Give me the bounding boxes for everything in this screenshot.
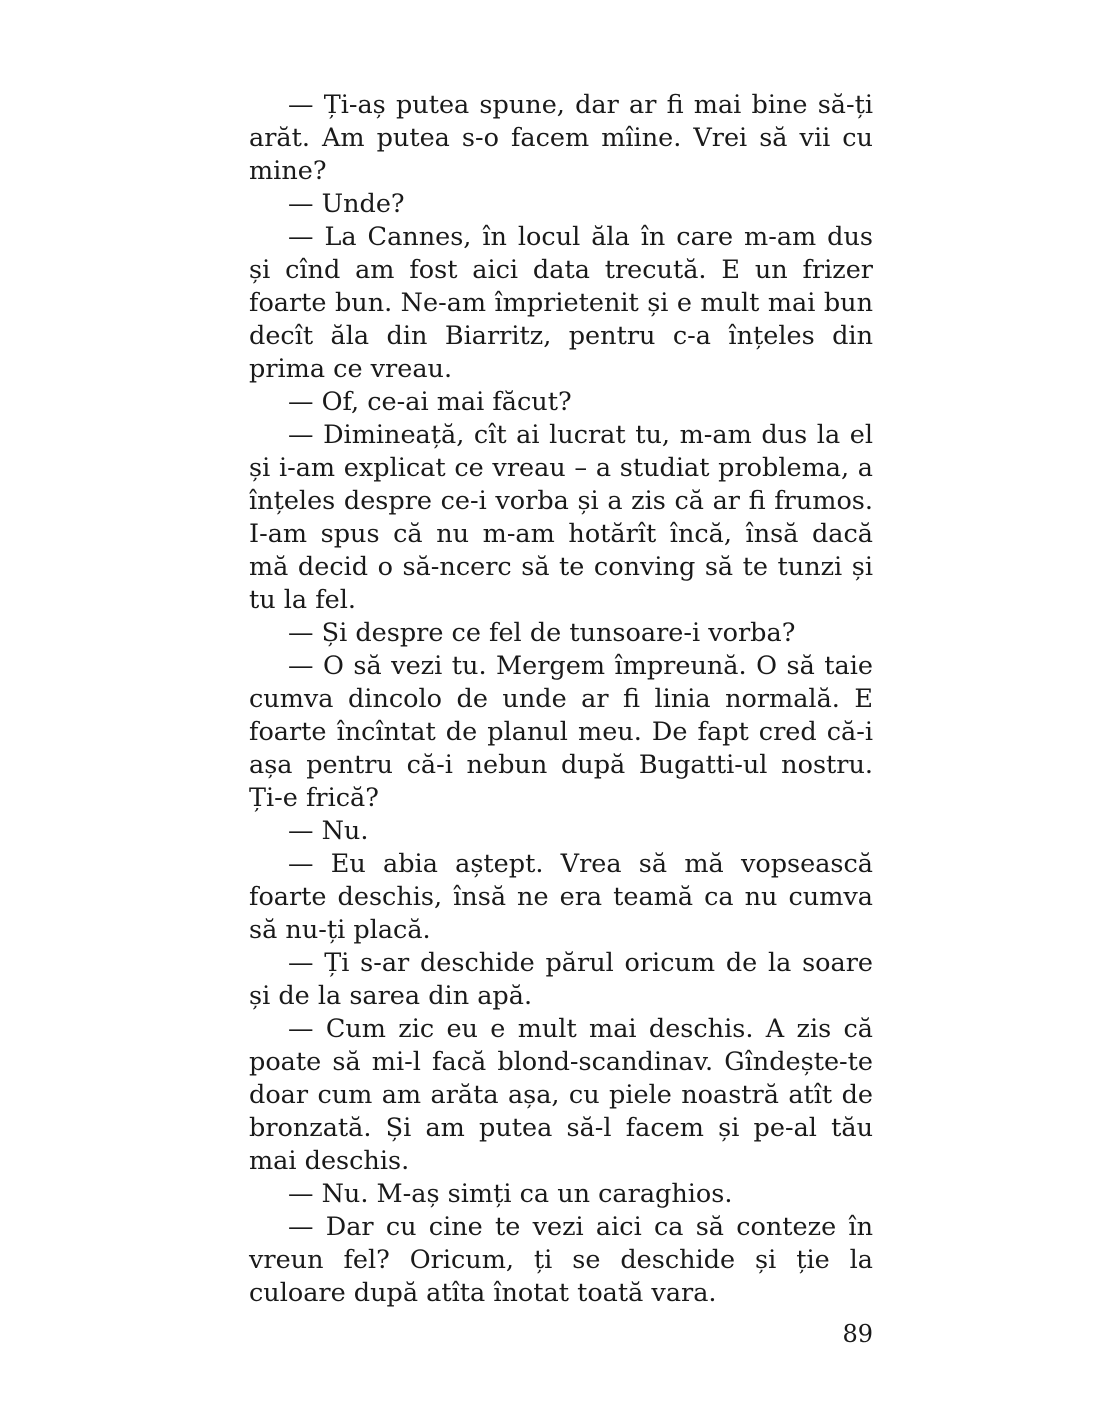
paragraph: — Dimineață, cît ai lucrat tu, m-am dus la el și i-am explicat ce vreau – a studiat problema, a înțeles despre ce-i vorba și a zis că ar fi frumos. I-am spus că nu m-am hotărît încă, însă dacă mă decid o să-ncerc să te conving să te tunzi și tu la fel. xyxy=(249,420,873,615)
paragraph: — Nu. M-aș simți ca un caraghios. xyxy=(288,1179,733,1209)
paragraph: — Unde? xyxy=(288,189,405,219)
body-text xyxy=(249,89,873,1310)
paragraph: — Cum zic eu e mult mai deschis. A zis că poate să mi-l facă blond-scandinav. Gîndește-te doar cum am arăta așa, cu piele noastră atît de bronzată. Și am putea să-l facem și pe-al tău mai deschis. xyxy=(249,1014,873,1176)
page-number: 89 xyxy=(842,1320,873,1348)
paragraph: — Eu abia aștept. Vrea să mă vopsească foarte deschis, însă ne era teamă ca nu cumva să nu-ți placă. xyxy=(249,849,873,945)
paragraph: — Și despre ce fel de tunsoare-i vorba? xyxy=(288,618,796,648)
paragraph: — La Cannes, în locul ăla în care m-am dus și cînd am fost aici data trecută. E un frizer foarte bun. Ne-am împrietenit și e mult mai bun decît ăla din Biarritz, pentru c-a înțeles din prima ce vreau. xyxy=(249,222,873,384)
paragraph: — O să vezi tu. Mergem împreună. O să taie cumva dincolo de unde ar fi linia normală. E foarte încîntat de planul meu. De fapt cred că-i așa pentru că-i nebun după Bugatti-ul nostru. Ți-e frică? xyxy=(249,651,873,813)
paragraph: — Dar cu cine te vezi aici ca să conteze în vreun fel? Oricum, ți se deschide și ție la culoare după atîta înotat toată vara. xyxy=(249,1212,873,1308)
paragraph: — Nu. xyxy=(288,816,369,846)
paragraph: — Ți-aș putea spune, dar ar fi mai bine să-ți arăt. Am putea s-o facem mîine. Vrei să vii cu mine? xyxy=(249,90,873,186)
paragraph: — Ți s-ar deschide părul oricum de la soare și de la sarea din apă. xyxy=(249,948,873,1011)
paragraph: — Of, ce-ai mai făcut? xyxy=(288,387,572,417)
